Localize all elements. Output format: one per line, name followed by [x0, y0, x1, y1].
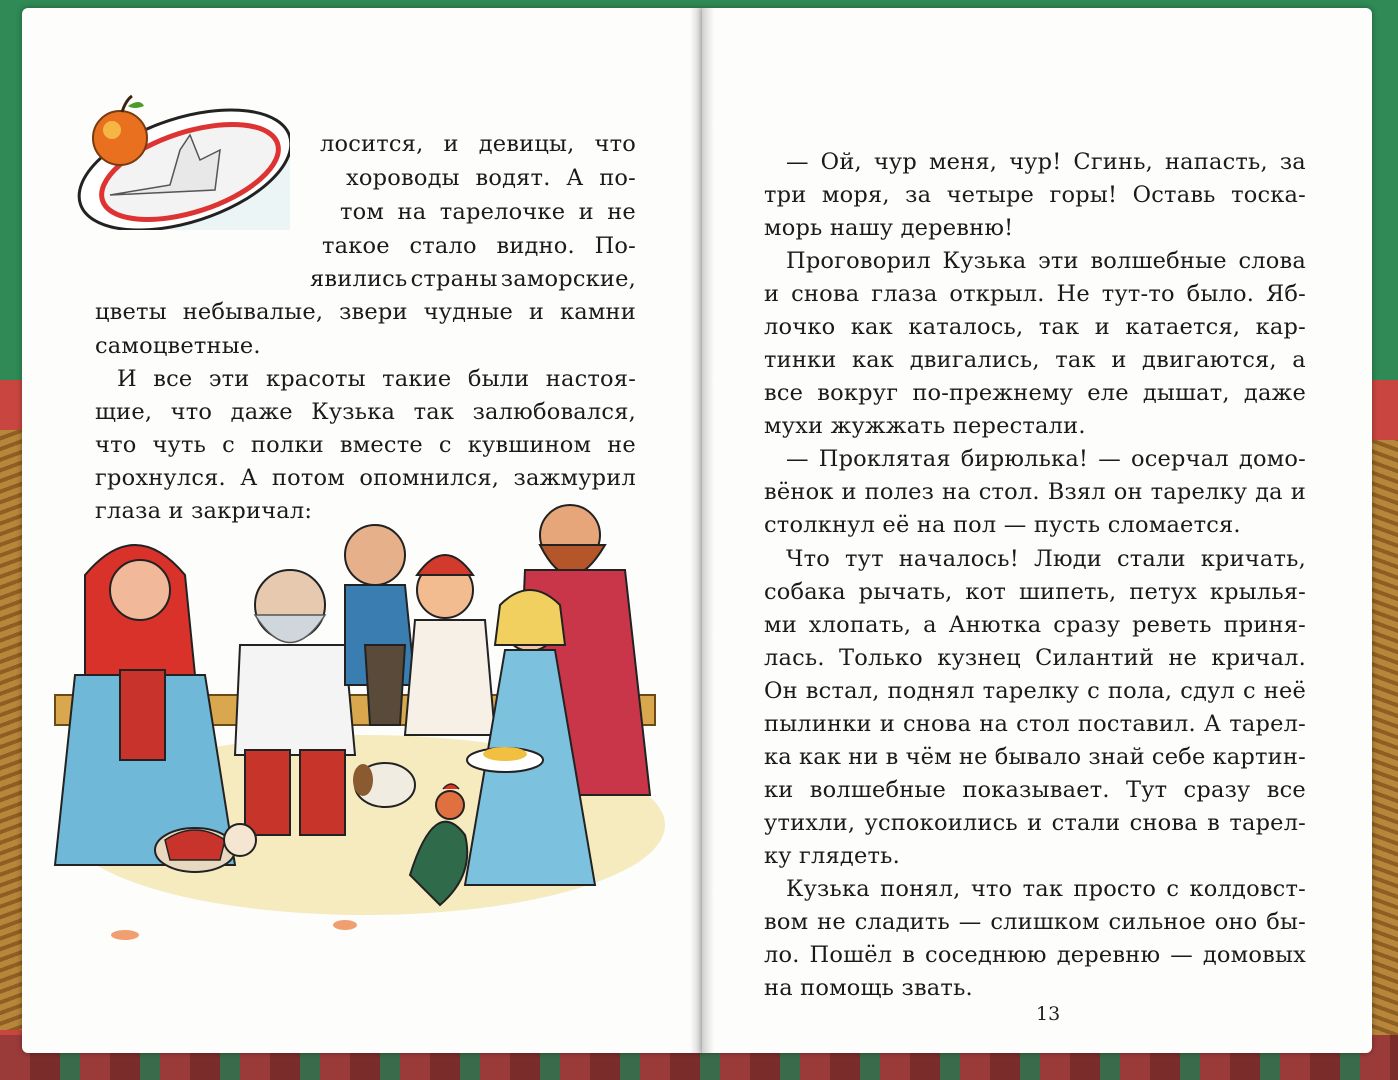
right-text-line: и снова глаза открыл. Не тут-то было. Яб- [764, 281, 1306, 307]
right-text-line: ка как ни в чём не бывало знай себе картин- [764, 744, 1306, 770]
left-text-line: лосится, и девицы, что [320, 131, 636, 157]
right-text-line: три моря, за четыре горы! Оставь тоска- [764, 182, 1306, 208]
village-people-illustration [45, 495, 665, 955]
right-text-line: — Ой, чур меня, чур! Сгинь, напасть, за [786, 149, 1306, 175]
right-text-line: все вокруг по-прежнему еле дышат, даже [764, 380, 1306, 406]
left-text-line: явились страны заморские, [310, 266, 636, 292]
right-text-line: столкнул её на пол — пусть сломается. [764, 512, 1241, 538]
right-text-line: ку глядеть. [764, 843, 900, 869]
book-gutter [690, 8, 714, 1053]
page-number: 13 [1036, 1003, 1061, 1025]
left-text-line: что чуть с полки вместе с кувшином не [95, 432, 636, 458]
right-text-line: лочко как каталось, так и катается, кар- [764, 314, 1306, 340]
left-text-line: глаза и закричал: [95, 498, 313, 524]
left-text-line: грохнулся. А потом опомнился, зажмурил [95, 465, 636, 491]
right-text-line: морь нашу деревню! [764, 215, 1014, 241]
left-text-line: щие, что даже Кузька так залюбовался, [95, 399, 636, 425]
left-text-line: хороводы водят. А по- [346, 165, 636, 191]
right-text-line: Он встал, поднял тарелку с пола, сдул с неё [764, 678, 1306, 704]
right-text-line: вёнок и полез на стол. Взял он тарелку да и [764, 479, 1306, 505]
right-text-line: утихли, успокоились и стали снова в тарел- [764, 810, 1306, 836]
right-text-line: собака рычать, кот шипеть, петух крылья- [764, 579, 1306, 605]
right-text-line: на помощь звать. [764, 975, 973, 1001]
right-text-line: вом не сладить — слишком сильное оно бы- [764, 909, 1306, 935]
right-text-line: ки волшебные показывает. Тут сразу все [764, 777, 1306, 803]
right-text-line: мухи жужжать перестали. [764, 413, 1086, 439]
right-text-line: — Проклятая бирюлька! — осерчал домо- [786, 446, 1306, 472]
right-text-line: Проговорил Кузька эти волшебные слова [786, 248, 1306, 274]
right-text-line: ми хлопать, а Анютка сразу реветь приня- [764, 612, 1306, 638]
right-text-line: лась. Только кузнец Силантий не кричал. [764, 645, 1306, 671]
left-text-line: И все эти красоты такие были настоя- [117, 366, 636, 392]
right-text-line: ло. Пошёл в соседнюю деревню — домовых [764, 942, 1306, 968]
apple-plate-illustration [40, 90, 290, 230]
left-text-line: том на тарелочке и не [340, 199, 636, 225]
right-text-line: тинки как двигались, так и двигаются, а [764, 347, 1306, 373]
left-text-line: цветы небывалые, звери чудные и камни [95, 299, 636, 325]
right-text-line: Что тут началось! Люди стали кричать, [786, 546, 1306, 572]
left-text-line: такое стало видно. По- [322, 233, 636, 259]
right-text-line: пылинки и снова на стол поставил. А тарел- [764, 711, 1306, 737]
right-text-line: Кузька понял, что так просто с колдовст- [786, 876, 1306, 902]
left-text-line: самоцветные. [95, 333, 261, 359]
